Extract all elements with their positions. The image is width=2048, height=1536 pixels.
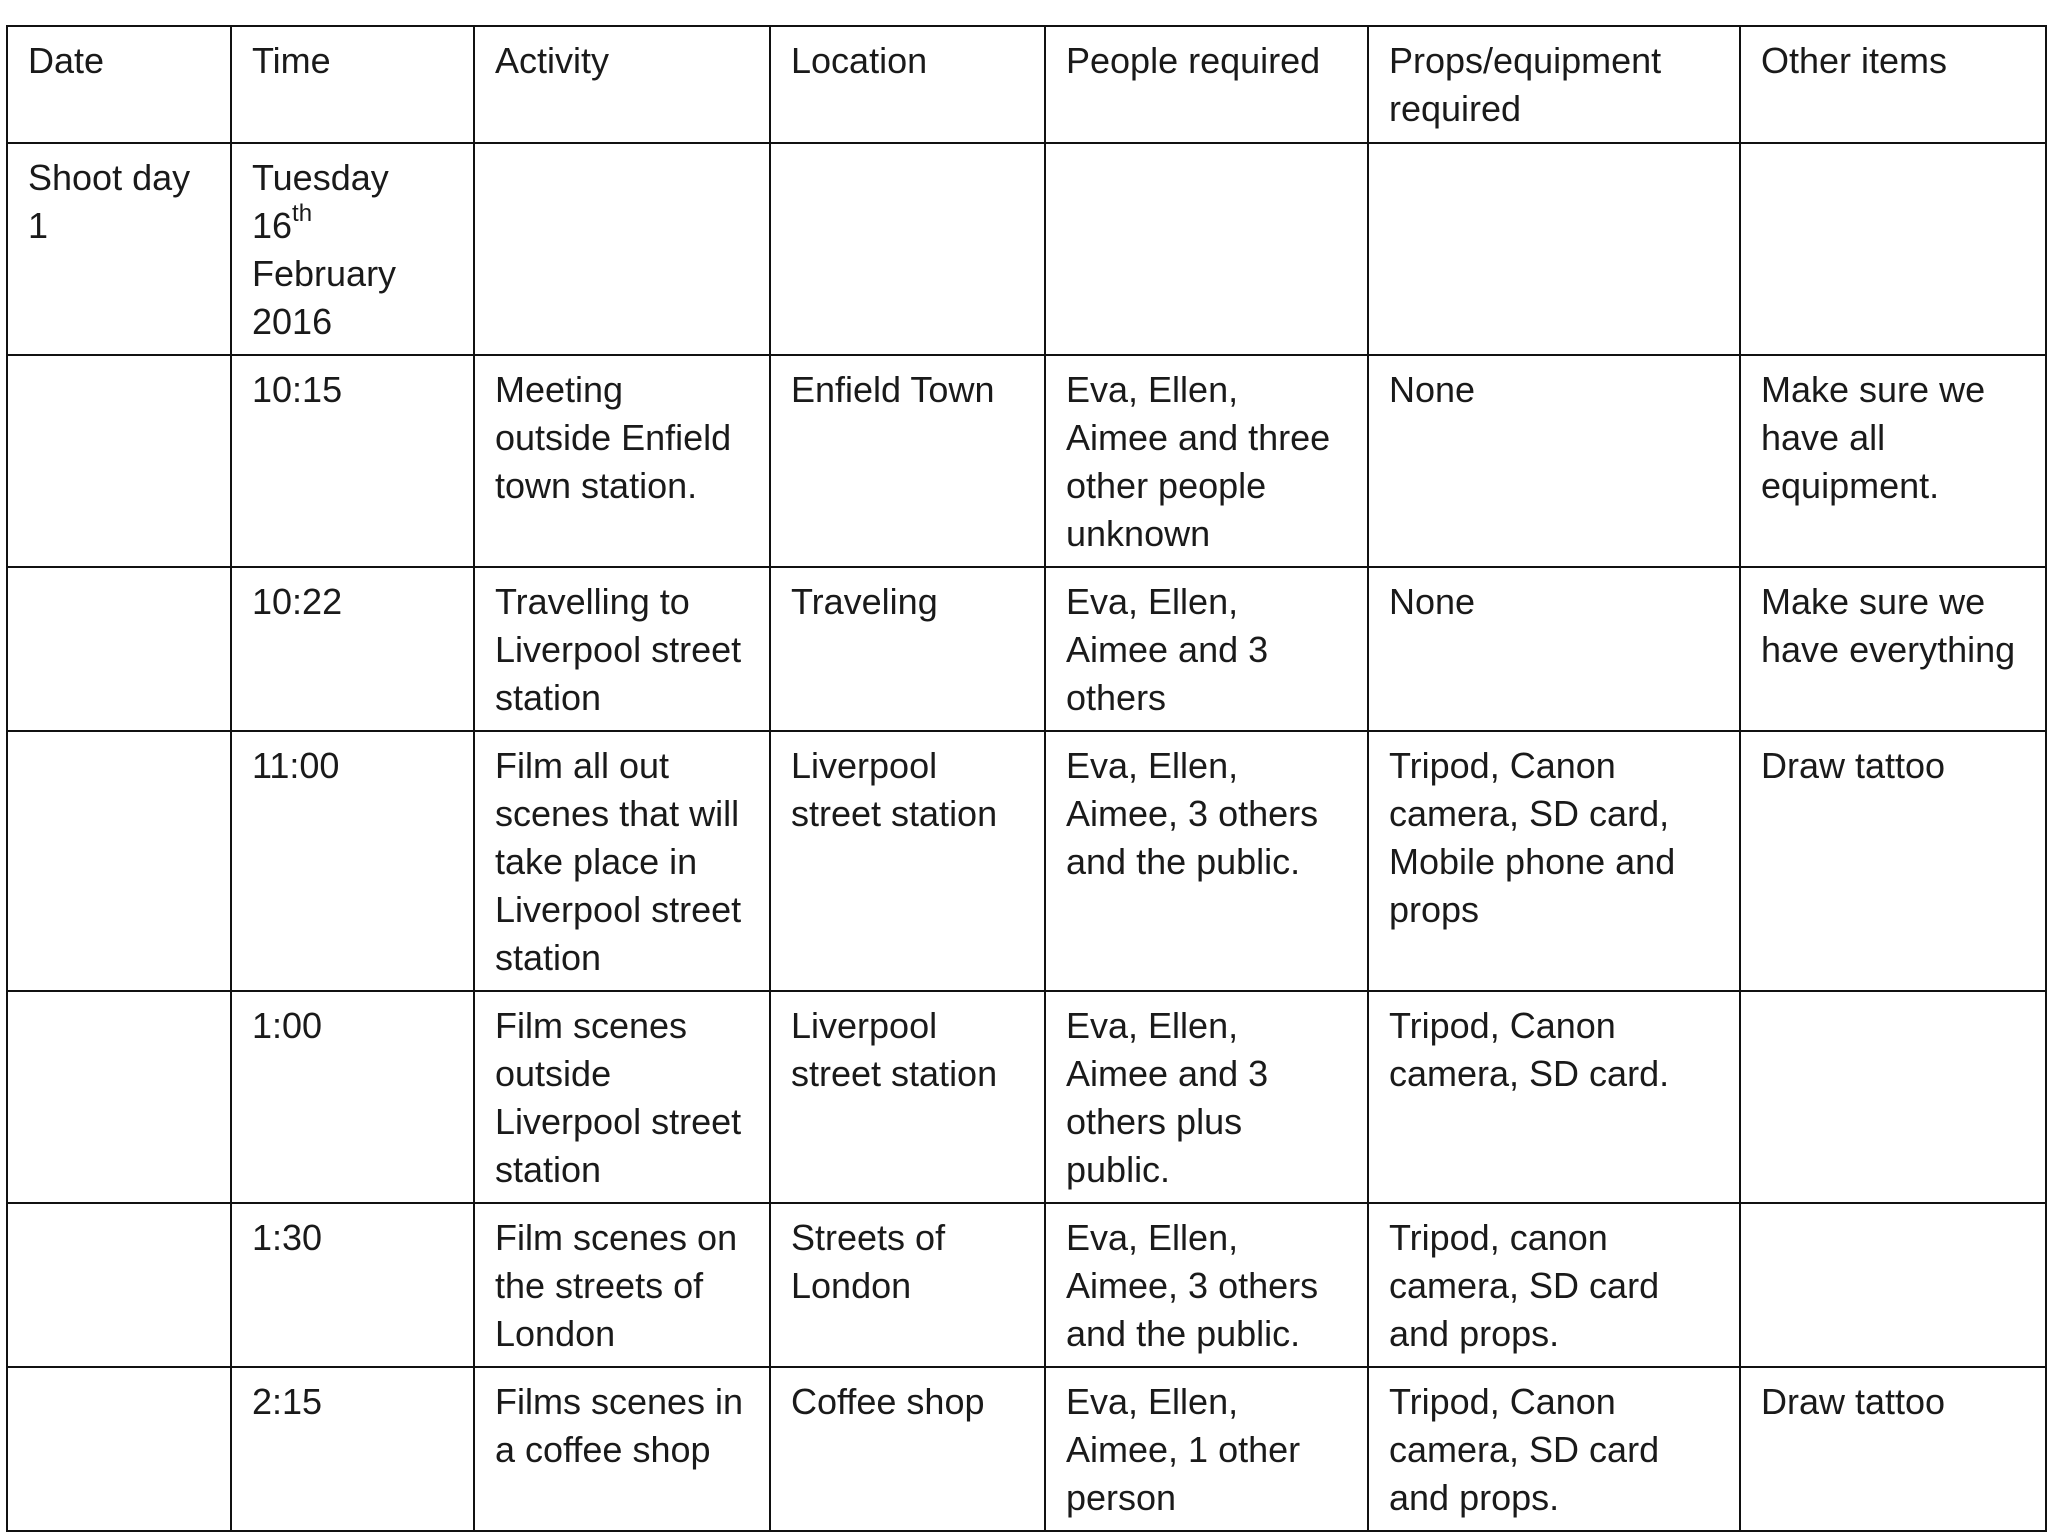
shoot-day-day-line	[252, 202, 453, 250]
table-cell-people: Eva, Ellen, Aimee and 3 others	[1045, 567, 1368, 731]
header-people-required: People required	[1045, 26, 1368, 143]
table-cell-location: Enfield Town	[770, 355, 1045, 567]
table-cell-date	[7, 991, 231, 1203]
table-cell-empty	[1368, 143, 1740, 355]
header-row	[7, 26, 2046, 143]
table-cell-people: Eva, Ellen, Aimee, 3 others and the public.	[1045, 731, 1368, 991]
shoot-day-weekday: Tuesday	[252, 157, 389, 198]
table-cell-time: 2:15	[231, 1367, 474, 1531]
table-cell-location: Liverpool street station	[770, 991, 1045, 1203]
table-cell-time: 10:15	[231, 355, 474, 567]
table-cell-activity: Meeting outside Enfield town station.	[474, 355, 770, 567]
table-cell-empty	[1740, 143, 2046, 355]
table-cell-time: 10:22	[231, 567, 474, 731]
table-cell-other: Draw tattoo	[1740, 1367, 2046, 1531]
table-cell-activity: Films scenes in a coffee shop	[474, 1367, 770, 1531]
table-cell-props: None	[1368, 355, 1740, 567]
header-other-items: Other items	[1740, 26, 2046, 143]
table-cell-props: None	[1368, 567, 1740, 731]
table-row	[7, 1367, 2046, 1531]
table-cell-other: Make sure we have everything	[1740, 567, 2046, 731]
table-cell-activity: Film scenes outside Liverpool street station	[474, 991, 770, 1203]
table-cell-props: Tripod, Canon camera, SD card, Mobile phone and props	[1368, 731, 1740, 991]
table-cell-date	[7, 355, 231, 567]
table-cell-other: Draw tattoo	[1740, 731, 2046, 991]
shooting-schedule-table	[6, 25, 2047, 1532]
table-cell-date	[7, 731, 231, 991]
header-props-equipment-required: Props/equipment required	[1368, 26, 1740, 143]
shoot-day-date	[231, 143, 474, 355]
shoot-day-ordinal-suffix: th	[292, 200, 313, 227]
table-cell-people: Eva, Ellen, Aimee, 1 other person	[1045, 1367, 1368, 1531]
table-cell-date	[7, 1367, 231, 1531]
header-date: Date	[7, 26, 231, 143]
table-cell-other: Make sure we have all equipment.	[1740, 355, 2046, 567]
shoot-day-day-number: 16	[252, 205, 293, 246]
table-cell-time: 11:00	[231, 731, 474, 991]
header-time: Time	[231, 26, 474, 143]
table-cell-props: Tripod, Canon camera, SD card and props.	[1368, 1367, 1740, 1531]
shoot-day-label: Shoot day 1	[7, 143, 231, 355]
header-activity: Activity	[474, 26, 770, 143]
table-cell-date	[7, 1203, 231, 1367]
table-cell-props: Tripod, canon camera, SD card and props.	[1368, 1203, 1740, 1367]
table-row	[7, 567, 2046, 731]
table-cell-date	[7, 567, 231, 731]
header-location: Location	[770, 26, 1045, 143]
table-cell-activity: Film all out scenes that will take place in Liverpool street station	[474, 731, 770, 991]
table-cell-people: Eva, Ellen, Aimee and three other people unknown	[1045, 355, 1368, 567]
table-cell-location: Streets of London	[770, 1203, 1045, 1367]
table-cell-location: Traveling	[770, 567, 1045, 731]
table-cell-activity: Travelling to Liverpool street station	[474, 567, 770, 731]
table-cell-location: Liverpool street station	[770, 731, 1045, 991]
table-row	[7, 355, 2046, 567]
table-cell-empty	[474, 143, 770, 355]
shoot-day-month: February	[252, 253, 397, 294]
shoot-day-year: 2016	[252, 301, 333, 342]
table-cell-people: Eva, Ellen, Aimee and 3 others plus public.	[1045, 991, 1368, 1203]
shoot-day-row	[7, 143, 2046, 355]
table-cell-empty	[770, 143, 1045, 355]
table-cell-activity: Film scenes on the streets of London	[474, 1203, 770, 1367]
table-cell-props: Tripod, Canon camera, SD card.	[1368, 991, 1740, 1203]
table-cell-location: Coffee shop	[770, 1367, 1045, 1531]
table-cell-other	[1740, 1203, 2046, 1367]
table-row	[7, 991, 2046, 1203]
table-cell-time: 1:30	[231, 1203, 474, 1367]
table-row	[7, 731, 2046, 991]
table-cell-time: 1:00	[231, 991, 474, 1203]
table-cell-other	[1740, 991, 2046, 1203]
table-cell-empty	[1045, 143, 1368, 355]
table-cell-people: Eva, Ellen, Aimee, 3 others and the public.	[1045, 1203, 1368, 1367]
table-row	[7, 1203, 2046, 1367]
